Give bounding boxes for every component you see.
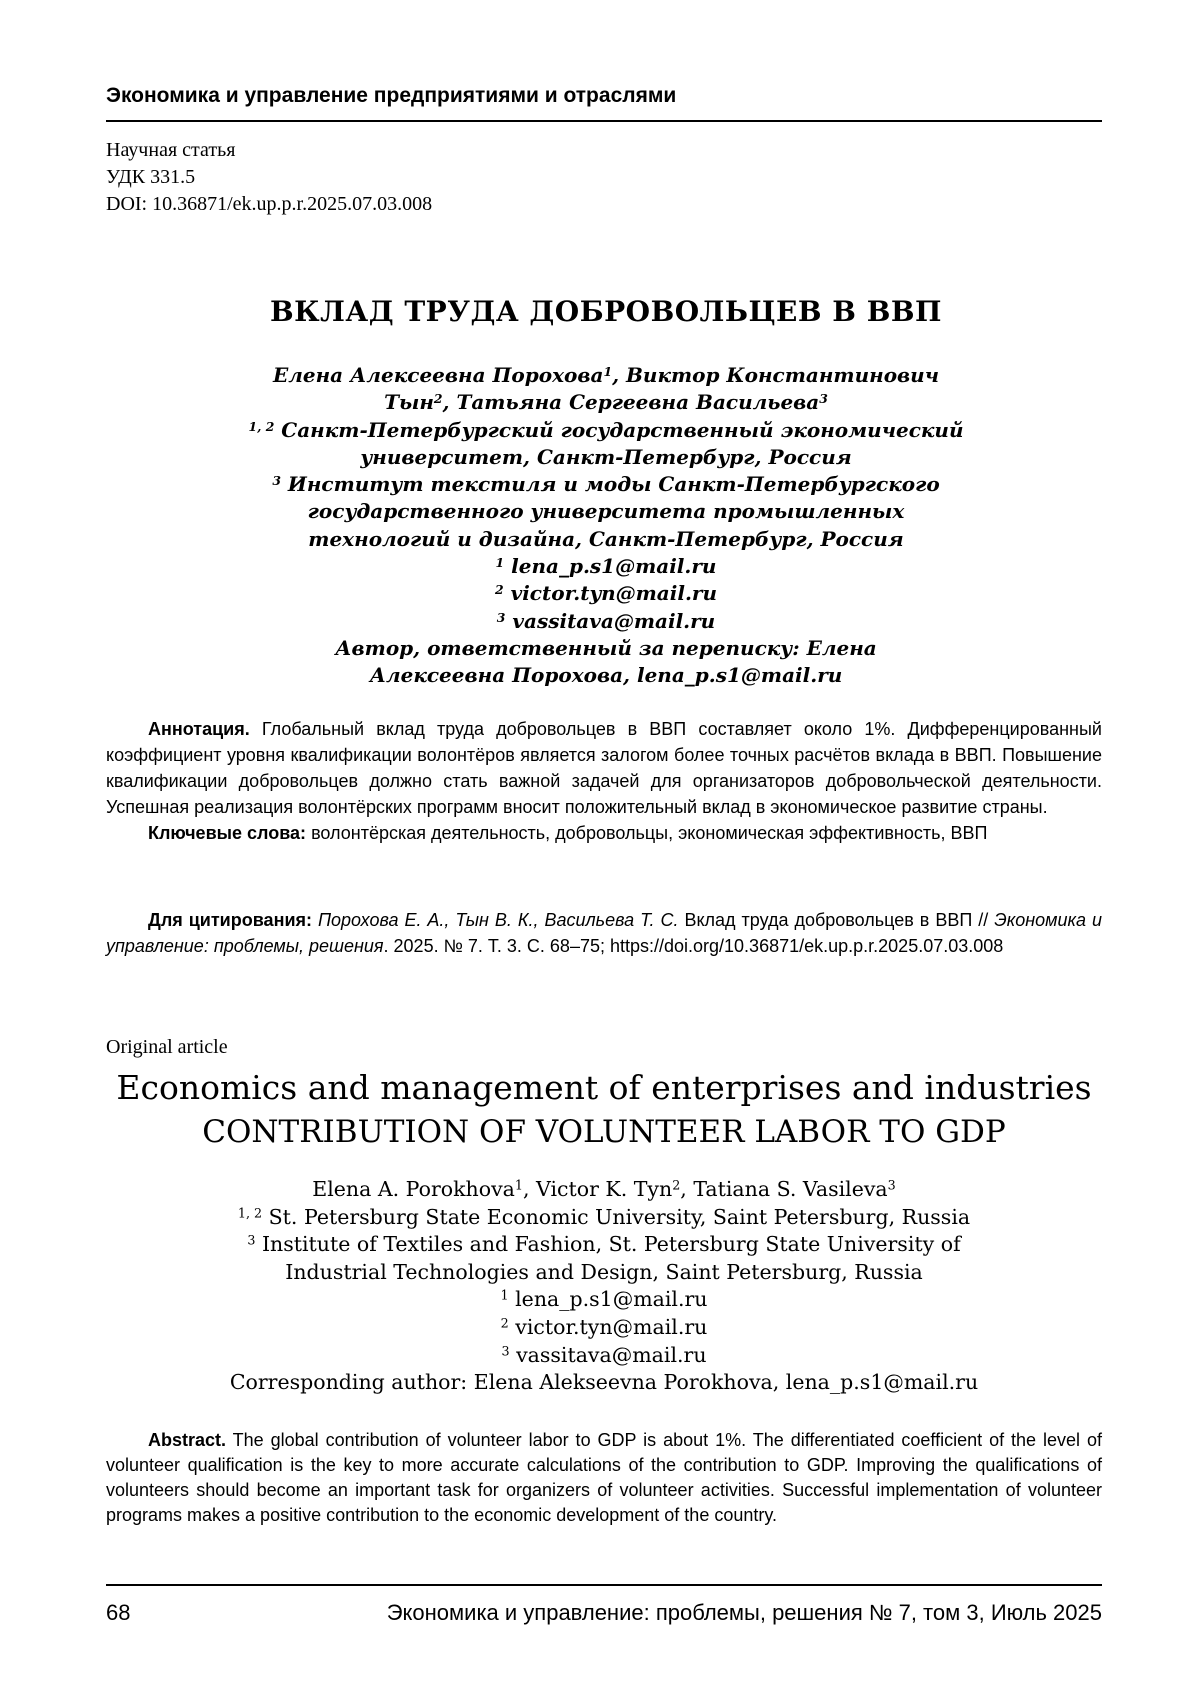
email-line: $^3$ vassitava@mail.ru [501, 1342, 707, 1367]
authors-line: Елена Алексеевна Порохова$^1$, Виктор Константинович [272, 363, 940, 387]
journal-section-en: Economics and management of enterprises and industries [116, 1068, 1092, 1107]
affiliation-line: университет, Санкт-Петербург, Россия [360, 444, 852, 469]
affiliation-line: $^3$ Institute of Textiles and Fashion, St. Petersburg State University of [247, 1232, 961, 1257]
email-line: $^2$ victor.tyn@mail.ru [500, 1314, 708, 1339]
abstract-label: Аннотация. [148, 719, 250, 739]
abstract-paragraph: Аннотация. Глобальный вклад труда добровольцев в ВВП составляет около 1%. Дифференцированный коэффициент уровня квалификации волонтёров является залогом более точных расчётов вклада в ВВП. Повышение квалификации добровольцев должно стать важной задачей для организаторов добровольческой деятельности. Успешная реализация волонтёрских программ вносит положительный вклад в экономическое развитие страны. [106, 719, 1102, 817]
email-line: $^1$ lena_p.s1@mail.ru [495, 554, 717, 579]
affiliation-line: технологий и дизайна, Санкт-Петербург, Россия [308, 526, 904, 551]
doi: DOI: 10.36871/ek.up.p.r.2025.07.03.008 [106, 193, 433, 215]
article-title-ru: ВКЛАД ТРУДА ДОБРОВОЛЬЦЕВ В ВВП [270, 295, 942, 328]
footer-journal-issue: Экономика и управление: проблемы, решения № 7, том 3, Июль 2025 [386, 1600, 1102, 1625]
page-number: 68 [106, 1600, 131, 1625]
citation-ru: Для цитирования: Порохова Е. А., Тын В. К., Васильева Т. С. Вклад труда добровольцев в ВВП // Экономика и управление: проблемы, решения. 2025. № 7. Т. 3. С. 68–75; https://doi.org/10.36871/ek.up.p.r.2025.07.03.008 [106, 910, 1102, 956]
footer-divider [106, 1584, 1102, 1586]
authors-line: Тын$^2$, Татьяна Сергеевна Васильева$^3$ [384, 390, 828, 415]
authors-line: Elena A. Porokhova$^1$, Victor K. Tyn$^2$, Tatiana S. Vasileva$^3$ [312, 1177, 896, 1201]
corresponding-author-line: Автор, ответственный за переписку: Елена [335, 635, 877, 660]
email-line: $^3$ vassitava@mail.ru [496, 608, 716, 633]
udk-code: УДК 331.5 [106, 166, 196, 188]
keywords-label: Ключевые слова: [148, 823, 307, 843]
abstract-en: Abstract. The global contribution of volunteer labor to GDP is about 1%. The differentiated coefficient of the level of volunteer qualification is the key to more accurate calculations of the contribution to GDP. Improving the qualifications of volunteers should become an important task for organizers of volunteer activities. Successful implementation of volunteer programs makes a positive contribution to the economic development of the country. [106, 1430, 1102, 1525]
affiliation-line: Industrial Technologies and Design, Saint Petersburg, Russia [285, 1259, 923, 1284]
abstract-label: Abstract. [148, 1430, 227, 1450]
author-block-en [106, 1176, 1102, 1397]
keywords-paragraph: Ключевые слова: волонтёрская деятельность, добровольцы, экономическая эффективность, ВВП [148, 823, 988, 843]
corresponding-author-line: Алексеевна Порохова, lena_p.s1@mail.ru [369, 663, 843, 688]
header-divider [106, 120, 1102, 122]
running-title: Экономика и управление предприятиями и отраслями [106, 84, 677, 107]
affiliation-line: государственного университета промышленных [307, 499, 905, 524]
citation-label: Для цитирования: [148, 910, 313, 930]
corresponding-author-line: Corresponding author: Elena Alekseevna Porokhova, lena_p.s1@mail.ru [229, 1370, 979, 1395]
affiliation-line: $^3$ Институт текстиля и моды Санкт-Петербургского [272, 472, 940, 497]
author-block-ru [150, 362, 1062, 690]
email-line: $^1$ lena_p.s1@mail.ru [500, 1287, 708, 1312]
article-title-en: CONTRIBUTION OF VOLUNTEER LABOR TO GDP [202, 1114, 1006, 1150]
article-type: Научная статья [106, 139, 236, 161]
email-line: $^2$ victor.tyn@mail.ru [495, 581, 717, 606]
abstract-ru [106, 716, 1102, 846]
affiliation-line: $^{1, 2}$ St. Petersburg State Economic University, Saint Petersburg, Russia [237, 1204, 971, 1229]
article-meta [106, 137, 432, 218]
article-type-en: Original article [106, 1036, 228, 1058]
affiliation-line: $^{1, 2}$ Санкт-Петербургский государственный экономический [248, 417, 964, 442]
